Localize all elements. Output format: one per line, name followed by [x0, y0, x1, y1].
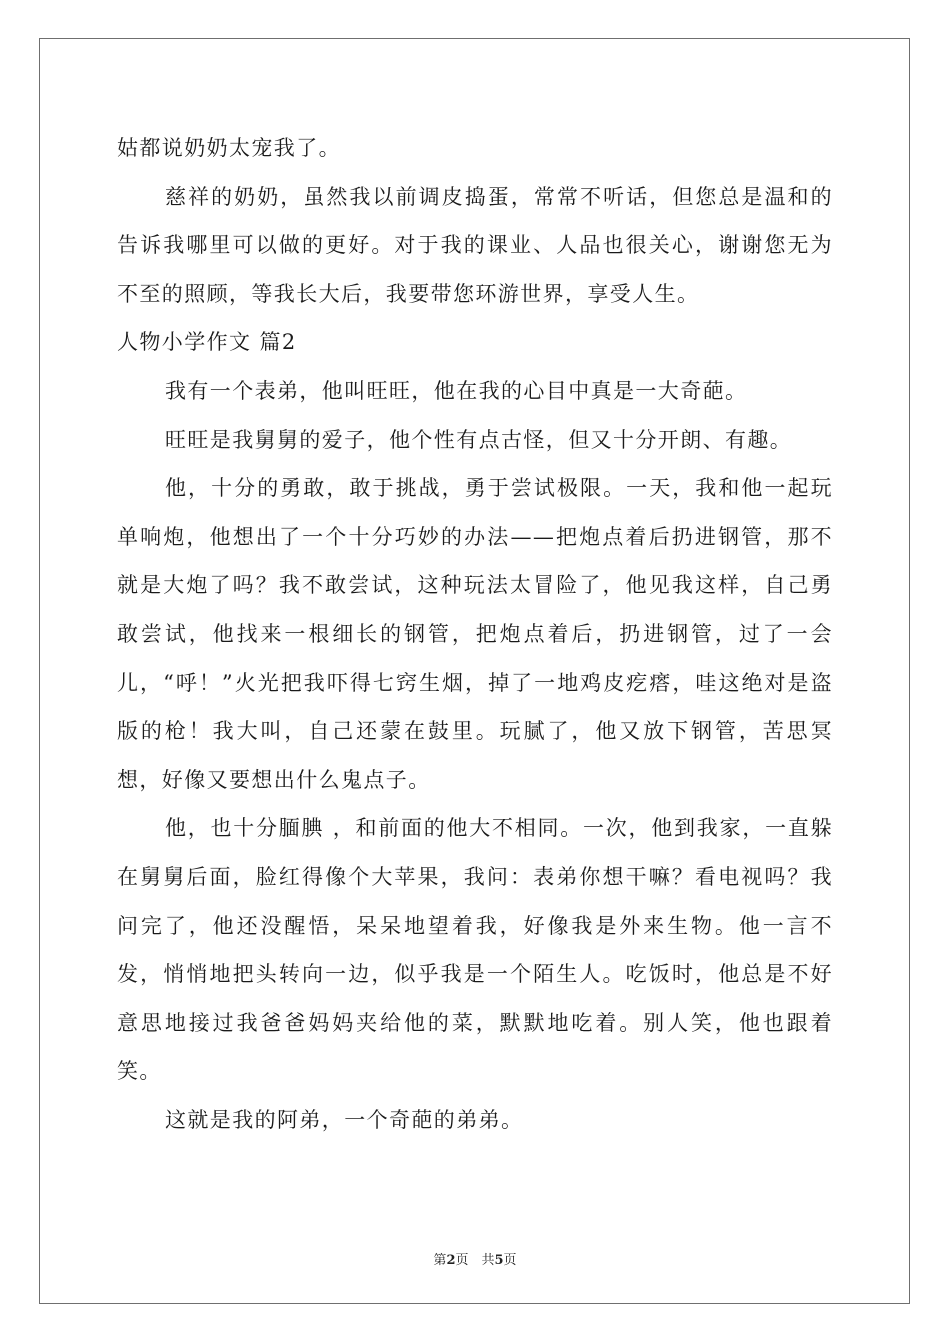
page-footer — [0, 1249, 950, 1268]
page-suffix: 页 — [503, 1253, 517, 1268]
paragraph: 他，十分的勇敢，敢于挑战，勇于尝试极限。一天，我和他一起玩单响炮，他想出了一个十分巧妙的办法——把炮点着后扔进钢管，那不就是大炮了吗？我不敢尝试，这种玩法太冒险了，他见我这样，自己勇敢尝试，他找来一根细长的钢管，把炮点着后，扔进钢管，过了一会儿，“呼！”火光把我吓得七窍生烟，掉了一地鸡皮疙瘩，哇这绝对是盗版的枪！我大叫，自己还蒙在鼓里。玩腻了，他又放下钢管，苦思冥想，好像又要想出什么鬼点子。 — [117, 476, 833, 792]
paragraph: 旺旺是我舅舅的爱子，他个性有点古怪，但又十分开朗、有趣。 — [165, 427, 793, 452]
document-body — [117, 124, 833, 1144]
paragraph: 他，也十分腼腆 ，和前面的他大不相同。一次，他到我家，一直躲在舅舅后面，脸红得像个大苹果，我问：表弟你想干嘛？看电视吗？我问完了，他还没醒悟，呆呆地望着我，好像我是外来生物。他一言不发，悄悄地把头转向一边，似乎我是一个陌生人。吃饭时，他总是不好意思地接过我爸爸妈妈夹给他的菜，默默地吃着。别人笑，他也跟着笑。 — [117, 816, 833, 1084]
page-prefix: 第 — [433, 1253, 447, 1268]
section-heading: 人物小学作文 篇2 — [117, 330, 297, 355]
paragraph: 慈祥的奶奶，虽然我以前调皮捣蛋，常常不听话，但您总是温和的告诉我哪里可以做的更好。对于我的课业、人品也很关心，谢谢您无为不至的照顾，等我长大后，我要带您环游世界，享受人生。 — [117, 184, 833, 306]
current-page-number: 2 — [446, 1253, 456, 1268]
page-mid: 页 共 — [455, 1253, 495, 1268]
paragraph: 我有一个表弟，他叫旺旺，他在我的心目中真是一大奇葩。 — [165, 378, 748, 403]
paragraph-continuation: 姑都说奶奶太宠我了。 — [117, 136, 341, 160]
paragraph: 这就是我的阿弟，一个奇葩的弟弟。 — [165, 1107, 524, 1132]
total-pages-number: 5 — [494, 1253, 504, 1268]
